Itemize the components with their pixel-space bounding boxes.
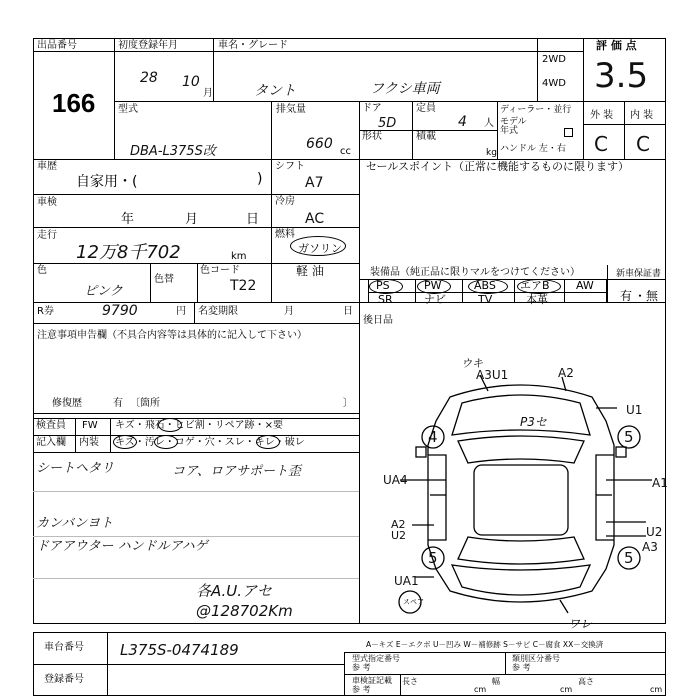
note-2: コア、ロアサポート歪 [172, 464, 301, 479]
note-1: シートヘタリ [36, 461, 115, 476]
divider [114, 101, 666, 102]
first-reg-label: 初度登録年月 [118, 40, 178, 51]
divider [33, 578, 359, 579]
interior-options: キズ・汚レ・コゲ・穴・スレ・キレ・破レ [115, 437, 305, 448]
divider [33, 491, 359, 492]
inspector-label-1: 検査員 [36, 420, 66, 431]
ac: AC [305, 211, 325, 227]
load-label: 積載 [416, 131, 436, 142]
grade: フクシ車両 [370, 81, 440, 97]
equipment-item: PW [424, 279, 442, 292]
length-label: 長さ [402, 677, 418, 686]
repair-value: 有 [113, 398, 123, 409]
interior-label: 内 装 [630, 110, 654, 121]
height-cm: cm [650, 685, 663, 694]
color-label: 色 [37, 265, 47, 276]
wheel-fl-score: 4 [428, 428, 438, 446]
class-label: 類別区分番号 参 考 [512, 654, 560, 672]
fuel-label: 燃料 [275, 229, 295, 240]
cc-unit: cc [340, 146, 351, 157]
shift: A7 [305, 175, 324, 191]
score: 3.5 [594, 56, 649, 96]
divider [33, 413, 359, 414]
divider [624, 101, 625, 159]
doors-label: ドア [362, 103, 382, 114]
equipment-label: 装備品（純正品に限りマルをつけてください） [370, 267, 580, 278]
month-unit: 月 [203, 88, 213, 99]
divider [33, 452, 359, 453]
divider [150, 263, 151, 302]
ac-label: 冷房 [275, 196, 295, 207]
divider [33, 227, 359, 228]
shaken-year: 年 [121, 212, 135, 227]
repair-bracket: 〔箇所 [130, 398, 160, 409]
divider [564, 279, 565, 302]
divider [271, 101, 272, 159]
label-roof: P3セ [520, 415, 547, 429]
note-6: @128702Km [196, 602, 293, 620]
wheel-rl-score: 5 [428, 549, 438, 567]
chassis-label: 車台番号 [44, 642, 84, 653]
label-a2-top: A2 [558, 366, 574, 380]
divider [359, 302, 360, 624]
divider [537, 38, 538, 101]
label-ua1: UA1 [394, 574, 419, 588]
capacity-unit: 人 [484, 118, 494, 129]
equipment-item: ナビ [424, 293, 446, 306]
divider [415, 279, 416, 302]
repair-close: 〕 [343, 398, 353, 409]
color-change-label: 色替 [154, 274, 174, 285]
reg-label: 登録番号 [44, 674, 84, 685]
height-label: 高さ [578, 677, 594, 686]
interior-grade: C [636, 132, 650, 156]
equipment-item: AW [576, 279, 594, 292]
warranty-label: 新車保証書 [616, 269, 662, 279]
label-u1: U1 [626, 403, 643, 417]
scratch-circle [113, 435, 137, 449]
kg-unit: kg [486, 148, 497, 158]
history-value: 自家用・( [76, 174, 138, 190]
notes-label: 注意事項申告欄（不具合内容等は具体的に記入して下さい） [37, 330, 307, 341]
selling-points-label: セールスポイント（正常に機能するものに限ります） [366, 160, 630, 173]
chip-circle [158, 418, 182, 432]
divider [271, 159, 272, 302]
divider [607, 265, 608, 302]
shaken-label: 車検 [37, 197, 57, 208]
divider [33, 435, 359, 436]
divider [505, 652, 506, 674]
displacement: 660 [306, 136, 333, 152]
divider [114, 38, 115, 159]
divider [359, 159, 360, 302]
doors: 5D [378, 116, 397, 131]
ps-circle [369, 279, 403, 294]
equipment-item: PS [376, 279, 390, 292]
equipment-item: 本革 [526, 293, 548, 306]
label-a3u1: A3U1 [476, 368, 509, 382]
equipment-item: SR [378, 293, 393, 306]
dirt-circle [154, 435, 178, 449]
gas: ガソリン [298, 242, 342, 255]
divider [514, 279, 515, 302]
shape-label: 形状 [362, 131, 382, 142]
label-ua4: UA4 [383, 473, 408, 487]
yen-unit: 円 [176, 306, 186, 317]
airbag-circle [517, 279, 561, 294]
divider [583, 38, 584, 159]
shaken-day: 日 [246, 212, 260, 227]
equipment-item: ABS [474, 279, 496, 292]
inspection-label: 車検証記載 参 考 [352, 676, 392, 694]
equipment-item: エアB [520, 279, 550, 292]
divider [344, 674, 666, 675]
first-reg-month: 10 [182, 74, 200, 90]
warranty-sep: ・ [634, 289, 647, 303]
model-code-label: 型式 [118, 104, 138, 115]
label-uki: ウキ [461, 357, 483, 370]
divider [462, 279, 463, 302]
label-spare: スペア [403, 598, 424, 606]
lot-number: 166 [52, 88, 96, 118]
equipment-item: TV [478, 293, 493, 306]
divider [400, 674, 401, 696]
km-unit: km [231, 251, 247, 262]
fw-label: FW [82, 420, 98, 431]
label-a2u2: A2 U2 [391, 518, 407, 542]
wheel-rr-score: 5 [624, 549, 634, 567]
model-year-label: モデル 年式 [500, 117, 527, 136]
divider [75, 418, 76, 452]
wheel-fr-score: 5 [624, 428, 634, 446]
score-label: 評 価 点 [596, 39, 637, 52]
warranty-no: 無 [646, 289, 659, 303]
interior-label: 内装 [79, 437, 99, 448]
maint-month: 月 [284, 306, 294, 317]
history-close: ) [257, 171, 263, 187]
type-cert-label: 型式指定番号 参 考 [352, 654, 400, 672]
repair-label: 修復歴 [52, 398, 82, 409]
maintenance-label: 名変期限 [198, 306, 238, 317]
diesel: 軽 油 [296, 264, 324, 278]
mileage-label: 走行 [37, 230, 57, 241]
divider [110, 418, 111, 452]
divider [33, 418, 359, 419]
dealer-label: ディーラー・並行 [500, 105, 572, 115]
label-a1: A1 [652, 476, 668, 490]
exterior-grade: C [594, 132, 608, 156]
model-name: タント [254, 83, 296, 99]
model-code: DBA-L375S改 [130, 144, 216, 159]
label-u2: U2 [646, 525, 663, 539]
warranty-yes: 有 [620, 289, 633, 303]
color-code-label: 色コード [200, 265, 240, 276]
model-name-label: 車名・グレード [218, 40, 288, 51]
length-cm: cm [474, 685, 487, 694]
capacity: 4 [458, 114, 467, 130]
fourwd-label: 4WD [542, 78, 566, 89]
divider [33, 194, 359, 195]
recycle-label: R券 [37, 306, 54, 317]
shift-label: シフト [275, 161, 305, 172]
rear-seat-label: 後日品 [363, 315, 393, 326]
divider [33, 51, 583, 52]
inspector-label-2: 記入欄 [36, 437, 66, 448]
wear-circle [256, 435, 280, 449]
checkbox[interactable] [564, 128, 573, 137]
divider [213, 38, 214, 101]
displacement-label: 排気量 [276, 104, 306, 115]
twowd-label: 2WD [542, 54, 566, 65]
note-5: 各A.U.アセ [196, 582, 272, 600]
note-3: カンバンヨト [36, 516, 114, 531]
divider [197, 263, 198, 302]
chassis: L375S-0474189 [120, 641, 239, 659]
divider [194, 302, 195, 323]
shaken-month: 月 [185, 212, 199, 227]
mileage: 12万8千702 [76, 242, 181, 263]
handle-label: ハンドル 左・右 [500, 144, 566, 154]
divider [497, 101, 498, 159]
width-cm: cm [560, 685, 573, 694]
abs-circle [468, 279, 508, 294]
history-label: 車歴 [37, 161, 57, 172]
pw-circle [417, 279, 451, 294]
recycle: 9790 [102, 303, 138, 319]
exterior-label: 外 装 [590, 110, 614, 121]
note-4: ドアアウター ハンドルアハゲ [36, 539, 208, 554]
damage-legend: A－キズ E－エクボ U－凹み W－補修跡 S－サビ C－腐食 XX－交換済 [366, 640, 604, 649]
color: ピンク [84, 284, 123, 299]
width-label: 幅 [492, 677, 500, 686]
capacity-label: 定員 [416, 103, 436, 114]
label-crack: ワレ [568, 617, 593, 631]
color-code: T22 [230, 278, 257, 294]
label-a3: A3 [642, 540, 658, 554]
fw-options: キズ・飛石・ヒビ割・リペア跡・×要 [115, 420, 283, 431]
divider [33, 664, 344, 665]
first-reg-year: 28 [140, 70, 158, 86]
divider [33, 323, 359, 324]
lot-no-label: 出品番号 [37, 40, 77, 51]
maint-day: 日 [343, 306, 353, 317]
car-damage-diagram [370, 355, 666, 630]
